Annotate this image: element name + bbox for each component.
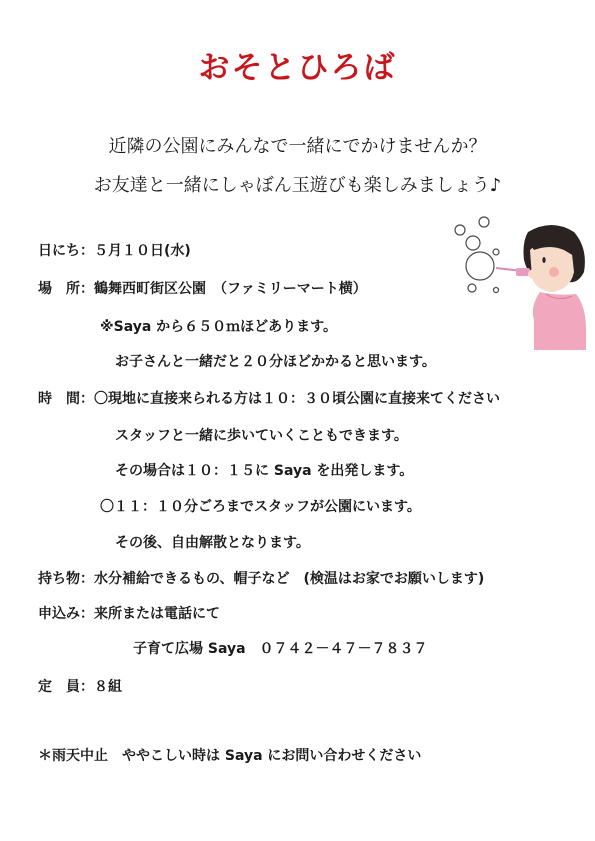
belongings-line: 持ち物：水分補給できるもの、帽子など (検温はお家でお願いします) — [38, 571, 485, 587]
intro-line-1: 近隣の公園にみんなで一緒にでかけませんか？ — [108, 136, 487, 157]
intro-line-2: お友達と一緒にしゃぼん玉遊びも楽しみましょう♪ — [93, 175, 502, 196]
time-line-1: 時 間：〇現地に直接来られる方は１０：３０頃公園に直接来てください — [38, 391, 500, 407]
capacity-line: 定 員：８組 — [38, 679, 122, 695]
footer-note: ＊雨天中止 ややこしい時は Saya にお問い合わせください — [38, 748, 422, 764]
page-title: おそとひろば — [198, 50, 397, 86]
time-line-4: 〇１１：１０分ごろまでスタッフが公園にいます。 — [100, 499, 421, 515]
apply-line: 申込み：来所または電話にて — [38, 606, 220, 622]
date-line: 日にち：５月１０日(水) — [38, 243, 191, 259]
place-line: 場 所：鶴舞西町街区公園 （ファミリーマート横） — [38, 281, 367, 297]
time-line-5: その後、自由解散となります。 — [115, 535, 310, 551]
place-note-distance: ※Saya から６５０ｍほどあります。 — [100, 319, 338, 335]
girl-blowing-bubbles-illustration — [440, 210, 590, 350]
place-note-time: お子さんと一緒だと２０分ほどかかると思います。 — [115, 354, 436, 370]
contact-line: 子育て広場 Saya ０７４２－４７－７８３７ — [133, 641, 428, 657]
time-line-2: スタッフと一緒に歩いていくこともできます。 — [115, 428, 408, 444]
time-line-3: その場合は１０：１５に Saya を出発します。 — [115, 463, 414, 479]
